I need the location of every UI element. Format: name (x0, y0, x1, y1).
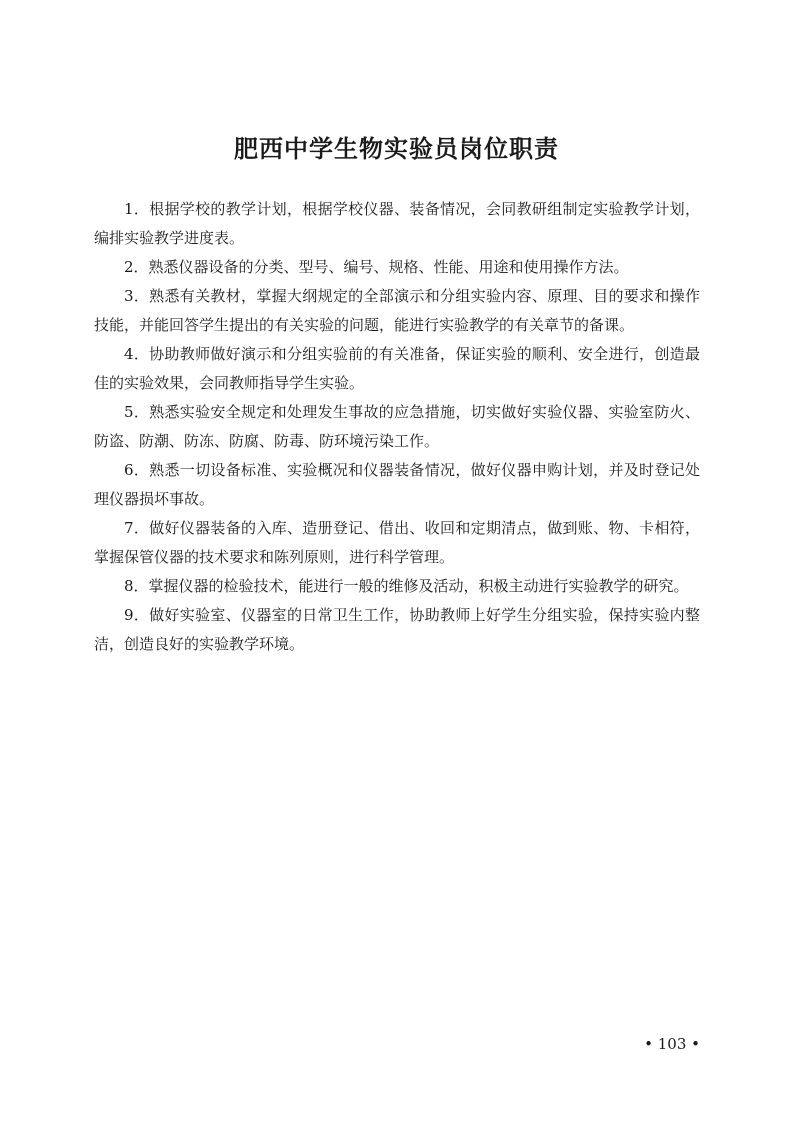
duty-item: 6．熟悉一切设备标准、实验概况和仪器装备情况，做好仪器申购计划，并及时登记处理仪器损坏事故。 (94, 461, 700, 508)
duty-list (94, 195, 700, 659)
duty-item: 2．熟悉仪器设备的分类、型号、编号、规格、性能、用途和使用操作方法。 (124, 258, 629, 276)
page-title: 肥西中学生物实验员岗位职责 (234, 135, 559, 163)
duty-item: 7．做好仪器装备的入库、造册登记、借出、收回和定期清点，做到账、物、卡相符，掌握保管仪器的技术要求和陈列原则，进行科学管理。 (94, 519, 700, 566)
duty-item: 8．掌握仪器的检验技术，能进行一般的维修及活动，积极主动进行实验教学的研究。 (124, 577, 689, 595)
duty-item: 1．根据学校的教学计划，根据学校仪器、装备情况，会同教研组制定实验教学计划，编排实验教学进度表。 (94, 200, 700, 247)
page-number: • 103 • (644, 1035, 700, 1053)
duty-item: 3．熟悉有关教材，掌握大纲规定的全部演示和分组实验内容、原理、目的要求和操作技能，并能回答学生提出的有关实验的问题，能进行实验教学的有关章节的备课。 (94, 287, 700, 334)
duty-item: 9．做好实验室、仪器室的日常卫生工作，协助教师上好学生分组实验，保持实验内整洁，创造良好的实验教学环境。 (94, 606, 700, 653)
duty-item: 4．协助教师做好演示和分组实验前的有关准备，保证实验的顺利、安全进行，创造最佳的实验效果，会同教师指导学生实验。 (94, 345, 700, 392)
duty-item: 5．熟悉实验安全规定和处理发生事故的应急措施，切实做好实验仪器、实验室防火、防盗、防潮、防冻、防腐、防毒、防环境污染工作。 (94, 403, 700, 450)
